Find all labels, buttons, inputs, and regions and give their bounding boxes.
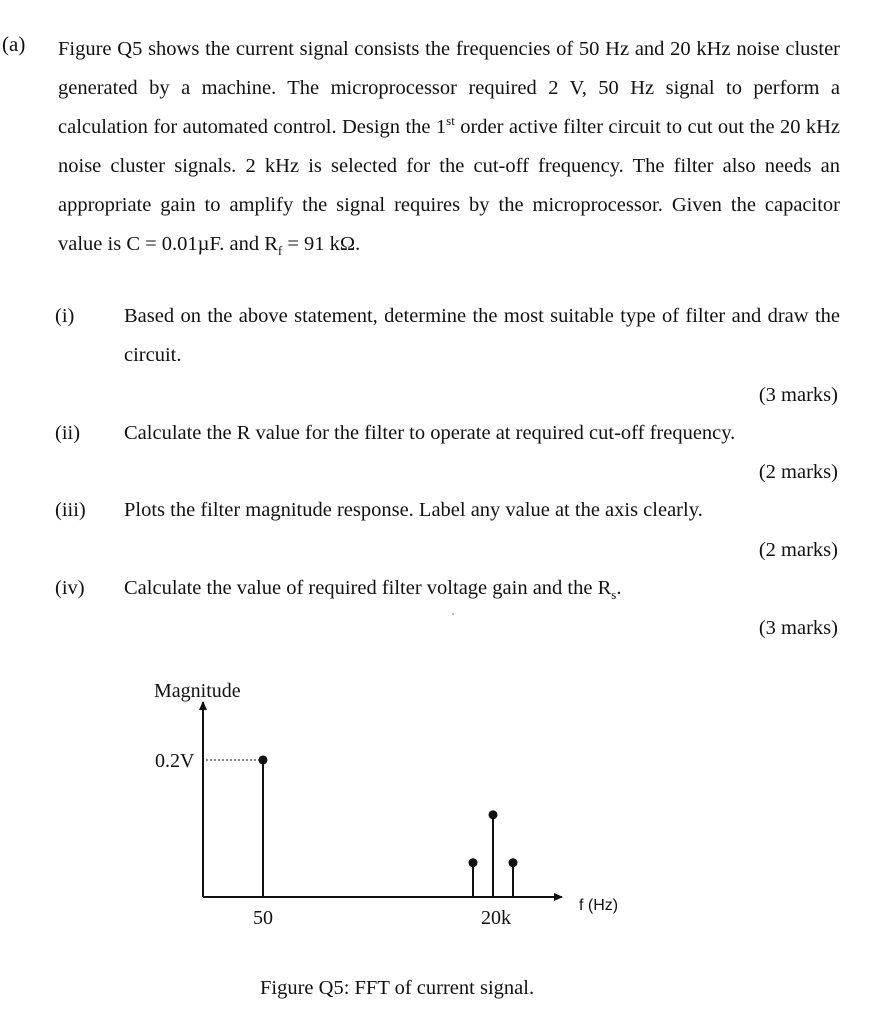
- marks-ii: (2 marks): [758, 461, 838, 483]
- x-axis-label: f (Hz): [579, 897, 619, 914]
- question-text: Plots the filter magnitude response. Label any value at the axis clearly.: [124, 499, 703, 521]
- question-text-sub: s: [611, 587, 617, 603]
- y-tick-label: 0.2V: [155, 749, 195, 772]
- stem-dot-3: [509, 858, 518, 867]
- question-number: (iii): [55, 499, 86, 521]
- statement-part-1: Figure Q5 shows the current signal consists the frequencies of 50 Hz and 20 kHz noise cluster generated by a machine. The microprocessor required 2 V, 50 Hz signal to perform a calculation for automated control. Design the 1: [58, 38, 840, 138]
- x-tick-20k: 20k: [481, 907, 511, 929]
- question-text: Calculate the R value for the filter to operate at required cut-off frequency.: [124, 422, 736, 444]
- statement-subscript: f: [277, 243, 283, 259]
- question-text-end: .: [616, 577, 622, 599]
- part-label: (a): [2, 32, 26, 56]
- x-tick-50: 50: [253, 907, 273, 929]
- marks-iii: (2 marks): [758, 539, 838, 561]
- question-text-main: Calculate the value of required filter voltage gain and the R: [124, 577, 612, 599]
- statement-part-2: order active filter circuit to cut out the 20 kHz noise cluster signals. 2 kHz is selected for the cut-off frequency. The filter also needs an appropriate gain to amplify the signal requires by the microprocessor. Given the capacitor value is C = 0.01µF. and R: [58, 116, 841, 255]
- marks-iv: (3 marks): [758, 617, 838, 639]
- y-axis-label: Magnitude: [154, 680, 241, 702]
- question-text: Based on the above statement, determine the most suitable type of filter and draw the circuit.: [124, 305, 840, 366]
- question-number: (i): [55, 305, 75, 327]
- stem-dot-0: [259, 755, 268, 764]
- figure-caption: Figure Q5: FFT of current signal.: [260, 977, 535, 999]
- marks-i: (3 marks): [758, 384, 838, 406]
- statement-part-3: = 91 kΩ.: [282, 233, 361, 255]
- question-number: (ii): [55, 422, 81, 444]
- statement-superscript: st: [446, 113, 455, 129]
- stem-dot-1: [469, 858, 478, 867]
- question-number: (iv): [55, 577, 85, 599]
- stem-dot-2: [489, 810, 498, 819]
- stem-group: [259, 755, 518, 897]
